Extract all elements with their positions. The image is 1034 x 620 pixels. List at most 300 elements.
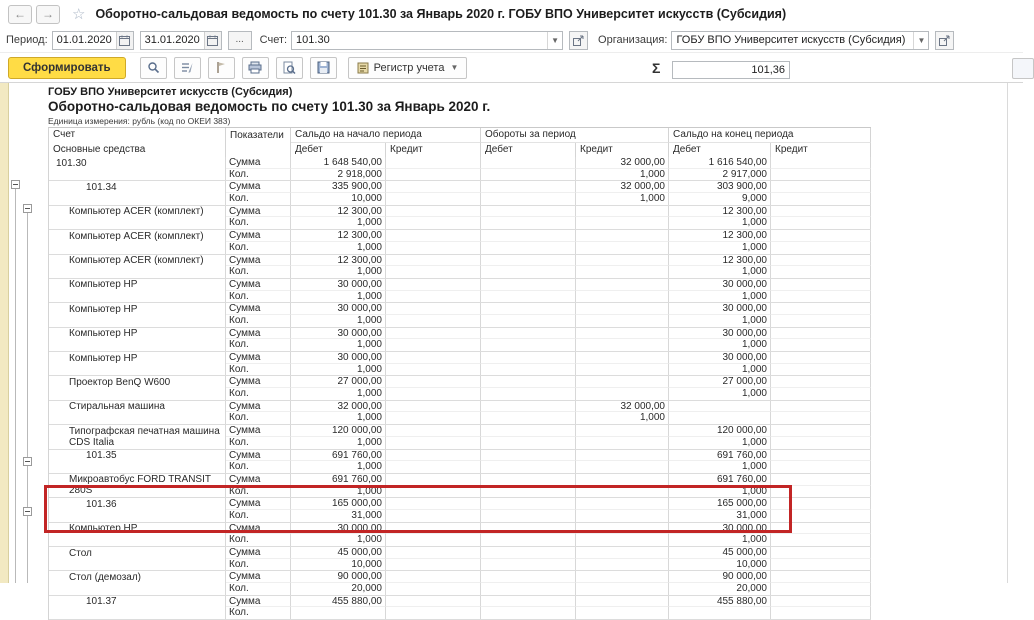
row-value: 9,000 bbox=[669, 193, 771, 205]
row-account-name: Микроавтобус FORD TRANSIT 280S bbox=[49, 474, 226, 497]
row-indicator-label: Сумма bbox=[226, 596, 291, 608]
col-credit: Кредит bbox=[576, 143, 669, 158]
row-value bbox=[386, 181, 481, 193]
row-value: 30 000,00 bbox=[291, 328, 386, 340]
row-value bbox=[576, 230, 669, 242]
row-value bbox=[576, 461, 669, 473]
row-indicator-label: Кол. bbox=[226, 364, 291, 376]
account-field[interactable] bbox=[291, 31, 563, 50]
register-label: Регистр учета bbox=[373, 61, 445, 74]
row-value bbox=[669, 607, 771, 619]
row-value bbox=[291, 607, 386, 619]
row-value bbox=[386, 523, 481, 535]
table-row[interactable] bbox=[49, 279, 871, 303]
row-value bbox=[771, 583, 871, 595]
row-account-name: Стол (демозал) bbox=[49, 571, 226, 594]
row-value bbox=[771, 217, 871, 229]
col-indicator: Показатели bbox=[226, 128, 291, 158]
row-indicator-label: Кол. bbox=[226, 193, 291, 205]
row-value bbox=[386, 547, 481, 559]
row-value bbox=[576, 523, 669, 535]
row-value bbox=[481, 279, 576, 291]
table-row[interactable] bbox=[49, 401, 871, 425]
row-value bbox=[771, 303, 871, 315]
row-value bbox=[481, 523, 576, 535]
row-value bbox=[386, 339, 481, 351]
row-value: 691 760,00 bbox=[669, 450, 771, 462]
row-value bbox=[481, 559, 576, 571]
row-value bbox=[576, 291, 669, 303]
row-value bbox=[386, 157, 481, 169]
row-value bbox=[386, 364, 481, 376]
row-value: 335 900,00 bbox=[291, 181, 386, 193]
report-right-border bbox=[1007, 83, 1008, 583]
report-area bbox=[0, 83, 1023, 619]
row-indicator-label: Сумма bbox=[226, 450, 291, 462]
row-value: 30 000,00 bbox=[669, 352, 771, 364]
row-indicator-label: Кол. bbox=[226, 607, 291, 619]
row-value bbox=[481, 437, 576, 449]
row-value bbox=[386, 303, 481, 315]
row-value bbox=[386, 486, 481, 498]
table-row[interactable] bbox=[49, 303, 871, 327]
row-value bbox=[386, 412, 481, 424]
row-value bbox=[386, 255, 481, 267]
table-row[interactable] bbox=[49, 498, 871, 522]
row-value bbox=[576, 266, 669, 278]
row-indicator-label: Кол. bbox=[226, 534, 291, 546]
col-account-sub: Основные средства bbox=[49, 143, 226, 158]
row-value bbox=[576, 388, 669, 400]
table-row[interactable] bbox=[49, 181, 871, 205]
row-value bbox=[386, 217, 481, 229]
row-value: 1,000 bbox=[576, 169, 669, 181]
row-indicator-label: Сумма bbox=[226, 230, 291, 242]
row-value: 1,000 bbox=[576, 193, 669, 205]
row-value bbox=[576, 486, 669, 498]
account-value[interactable]: 101.30 bbox=[296, 34, 330, 46]
table-row[interactable] bbox=[49, 230, 871, 254]
back-button[interactable]: ← bbox=[8, 5, 32, 24]
row-value bbox=[771, 486, 871, 498]
table-row[interactable] bbox=[49, 255, 871, 279]
row-value bbox=[386, 607, 481, 619]
col-debit: Дебет bbox=[481, 143, 576, 158]
table-row[interactable] bbox=[49, 328, 871, 352]
row-value bbox=[771, 242, 871, 254]
register-button[interactable] bbox=[348, 57, 468, 79]
col-account: Счет bbox=[49, 128, 226, 143]
settings-icon[interactable] bbox=[174, 57, 201, 79]
row-value bbox=[481, 217, 576, 229]
row-value bbox=[771, 547, 871, 559]
row-value bbox=[771, 266, 871, 278]
row-value bbox=[386, 242, 481, 254]
calendar-icon[interactable] bbox=[204, 32, 221, 49]
row-indicator-label: Сумма bbox=[226, 255, 291, 267]
favorite-star-icon[interactable]: ☆ bbox=[72, 6, 86, 23]
row-value bbox=[481, 169, 576, 181]
table-header bbox=[48, 127, 871, 159]
row-value: 1,000 bbox=[669, 461, 771, 473]
organization-label: Организация: bbox=[598, 34, 668, 46]
row-value bbox=[386, 583, 481, 595]
row-indicator-label: Сумма bbox=[226, 352, 291, 364]
row-indicator-label: Кол. bbox=[226, 315, 291, 327]
row-value bbox=[771, 169, 871, 181]
row-value: 455 880,00 bbox=[669, 596, 771, 608]
row-value: 10,000 bbox=[291, 559, 386, 571]
row-value: 1,000 bbox=[291, 412, 386, 424]
row-value bbox=[576, 450, 669, 462]
forward-button[interactable]: → bbox=[36, 5, 60, 24]
print-icon[interactable] bbox=[242, 57, 269, 79]
row-value bbox=[771, 328, 871, 340]
row-value: 27 000,00 bbox=[291, 376, 386, 388]
row-value bbox=[481, 571, 576, 583]
row-value bbox=[386, 534, 481, 546]
organization-open-icon[interactable] bbox=[935, 31, 954, 50]
row-account-name: 101.30 bbox=[49, 157, 226, 180]
row-value bbox=[481, 412, 576, 424]
row-value bbox=[771, 596, 871, 608]
date-from-field[interactable] bbox=[52, 31, 134, 50]
row-value bbox=[669, 412, 771, 424]
row-indicator-label: Сумма bbox=[226, 279, 291, 291]
row-value bbox=[481, 401, 576, 413]
row-value bbox=[481, 266, 576, 278]
row-value: 90 000,00 bbox=[669, 571, 771, 583]
row-value bbox=[576, 328, 669, 340]
row-value bbox=[576, 547, 669, 559]
row-account-name: Компьютер HP bbox=[49, 328, 226, 351]
row-account-name: Типографская печатная машина CDS Italia bbox=[49, 425, 226, 448]
row-indicator-label: Кол. bbox=[226, 242, 291, 254]
row-value: 12 300,00 bbox=[291, 230, 386, 242]
row-value: 1,000 bbox=[291, 461, 386, 473]
row-value bbox=[386, 206, 481, 218]
row-value bbox=[386, 461, 481, 473]
row-value bbox=[481, 607, 576, 619]
row-value bbox=[771, 412, 871, 424]
row-value bbox=[576, 255, 669, 267]
table-row[interactable] bbox=[49, 450, 871, 474]
row-value: 10,000 bbox=[669, 559, 771, 571]
row-account-name: Стол bbox=[49, 547, 226, 570]
col-turnover: Обороты за период bbox=[481, 128, 669, 143]
row-value bbox=[576, 339, 669, 351]
row-value: 12 300,00 bbox=[669, 230, 771, 242]
row-account-name: 101.35 bbox=[49, 450, 226, 473]
row-value bbox=[669, 401, 771, 413]
table-row[interactable] bbox=[49, 425, 871, 449]
row-value bbox=[771, 291, 871, 303]
row-indicator-label: Сумма bbox=[226, 571, 291, 583]
col-credit: Кредит bbox=[386, 143, 481, 158]
row-value bbox=[576, 498, 669, 510]
organization-field[interactable] bbox=[671, 31, 929, 50]
row-value bbox=[771, 559, 871, 571]
row-value bbox=[771, 193, 871, 205]
row-value bbox=[481, 596, 576, 608]
table-row[interactable] bbox=[49, 474, 871, 498]
row-value bbox=[481, 583, 576, 595]
row-value: 1,000 bbox=[669, 266, 771, 278]
report-toolbar bbox=[0, 53, 1023, 83]
col-opening-balance: Сальдо на начало периода bbox=[291, 128, 481, 143]
row-account-name: Компьютер HP bbox=[49, 352, 226, 375]
flag-icon[interactable] bbox=[208, 57, 235, 79]
row-value bbox=[481, 181, 576, 193]
row-value: 1,000 bbox=[291, 388, 386, 400]
row-value: 20,000 bbox=[291, 583, 386, 595]
row-value: 1,000 bbox=[669, 291, 771, 303]
row-value bbox=[576, 559, 669, 571]
row-value bbox=[576, 206, 669, 218]
row-indicator-label: Сумма bbox=[226, 498, 291, 510]
row-indicator-label: Кол. bbox=[226, 388, 291, 400]
row-value bbox=[481, 474, 576, 486]
row-value: 2 918,000 bbox=[291, 169, 386, 181]
row-value: 32 000,00 bbox=[291, 401, 386, 413]
row-value bbox=[771, 315, 871, 327]
chevron-down-icon[interactable]: ▼ bbox=[547, 32, 562, 49]
row-value bbox=[481, 242, 576, 254]
row-value bbox=[771, 339, 871, 351]
collapse-toggle[interactable] bbox=[23, 457, 32, 466]
chevron-down-icon[interactable]: ▼ bbox=[913, 32, 928, 49]
row-value bbox=[481, 157, 576, 169]
collapse-toggle[interactable] bbox=[23, 507, 32, 516]
row-indicator-label: Сумма bbox=[226, 425, 291, 437]
row-value bbox=[576, 315, 669, 327]
row-value bbox=[386, 401, 481, 413]
row-value bbox=[771, 534, 871, 546]
save-icon[interactable] bbox=[310, 57, 337, 79]
group-tree-line bbox=[27, 208, 28, 583]
row-value bbox=[386, 315, 481, 327]
account-open-icon[interactable] bbox=[569, 31, 588, 50]
row-value bbox=[481, 206, 576, 218]
row-account-name: Компьютер HP bbox=[49, 523, 226, 546]
row-value bbox=[771, 437, 871, 449]
row-value bbox=[576, 510, 669, 522]
row-value: 1,000 bbox=[669, 242, 771, 254]
row-value: 30 000,00 bbox=[669, 303, 771, 315]
row-value: 1,000 bbox=[669, 315, 771, 327]
row-indicator-label: Кол. bbox=[226, 169, 291, 181]
row-value: 1 616 540,00 bbox=[669, 157, 771, 169]
row-value bbox=[481, 461, 576, 473]
row-value: 1,000 bbox=[669, 534, 771, 546]
row-value bbox=[386, 352, 481, 364]
row-value bbox=[576, 571, 669, 583]
row-value bbox=[771, 352, 871, 364]
row-value: 31,000 bbox=[291, 510, 386, 522]
row-value bbox=[386, 425, 481, 437]
print-preview-icon[interactable] bbox=[276, 57, 303, 79]
table-row[interactable] bbox=[49, 523, 871, 547]
row-value bbox=[481, 303, 576, 315]
row-value: 691 760,00 bbox=[291, 474, 386, 486]
row-account-name: 101.37 bbox=[49, 596, 226, 619]
row-value: 30 000,00 bbox=[291, 352, 386, 364]
left-margin-strip bbox=[0, 83, 9, 583]
row-indicator-label: Кол. bbox=[226, 583, 291, 595]
row-value bbox=[481, 291, 576, 303]
row-value: 30 000,00 bbox=[669, 328, 771, 340]
row-value bbox=[771, 255, 871, 267]
row-value bbox=[771, 401, 871, 413]
collapse-toggle[interactable] bbox=[23, 204, 32, 213]
row-value: 303 900,00 bbox=[669, 181, 771, 193]
window-titlebar bbox=[0, 0, 1023, 28]
row-value bbox=[771, 388, 871, 400]
table-row[interactable] bbox=[49, 352, 871, 376]
row-value: 1,000 bbox=[291, 364, 386, 376]
row-indicator-label: Кол. bbox=[226, 461, 291, 473]
row-value bbox=[481, 339, 576, 351]
row-value bbox=[576, 425, 669, 437]
period-more-button[interactable]: ... bbox=[228, 31, 252, 50]
row-value bbox=[771, 376, 871, 388]
row-value: 1,000 bbox=[291, 315, 386, 327]
row-value bbox=[481, 255, 576, 267]
row-value bbox=[771, 230, 871, 242]
row-value bbox=[386, 388, 481, 400]
row-indicator-label: Кол. bbox=[226, 217, 291, 229]
row-value bbox=[386, 437, 481, 449]
search-icon[interactable] bbox=[140, 57, 167, 79]
row-indicator-label: Кол. bbox=[226, 412, 291, 424]
row-account-name: Компьютер ACER (комплект) bbox=[49, 230, 226, 253]
row-account-name: 101.34 bbox=[49, 181, 226, 204]
organization-value[interactable]: ГОБУ ВПО Университет искусств (Субсидия) bbox=[676, 34, 906, 46]
row-value bbox=[576, 279, 669, 291]
row-value: 12 300,00 bbox=[291, 206, 386, 218]
report-title: Оборотно-сальдовая ведомость по счету 101.30 за Январь 2020 г. bbox=[48, 99, 491, 114]
row-value: 691 760,00 bbox=[291, 450, 386, 462]
row-account-name: Компьютер HP bbox=[49, 303, 226, 326]
date-to-value[interactable]: 31.01.2020 bbox=[144, 34, 200, 46]
row-value bbox=[771, 157, 871, 169]
table-row[interactable] bbox=[49, 596, 871, 620]
report-organization: ГОБУ ВПО Университет искусств (Субсидия) bbox=[48, 86, 293, 98]
row-value bbox=[481, 352, 576, 364]
row-value bbox=[771, 523, 871, 535]
row-value bbox=[576, 376, 669, 388]
row-value bbox=[386, 450, 481, 462]
row-value bbox=[386, 596, 481, 608]
sum-field[interactable]: 101,36 bbox=[672, 61, 790, 79]
row-value: 27 000,00 bbox=[669, 376, 771, 388]
row-value bbox=[386, 498, 481, 510]
col-debit: Дебет bbox=[291, 143, 386, 158]
row-indicator-label: Сумма bbox=[226, 401, 291, 413]
row-value bbox=[771, 206, 871, 218]
row-indicator-label: Сумма bbox=[226, 206, 291, 218]
row-value bbox=[481, 547, 576, 559]
date-from-value[interactable]: 01.01.2020 bbox=[56, 34, 112, 46]
row-value bbox=[481, 498, 576, 510]
row-value: 12 300,00 bbox=[669, 255, 771, 267]
col-debit: Дебет bbox=[669, 143, 771, 158]
row-value bbox=[386, 279, 481, 291]
row-value bbox=[576, 583, 669, 595]
collapse-toggle[interactable] bbox=[11, 180, 20, 189]
row-value: 1,000 bbox=[669, 217, 771, 229]
row-value bbox=[771, 364, 871, 376]
table-row[interactable] bbox=[49, 206, 871, 230]
row-value: 30 000,00 bbox=[291, 303, 386, 315]
row-value: 2 917,000 bbox=[669, 169, 771, 181]
row-indicator-label: Кол. bbox=[226, 559, 291, 571]
row-indicator-label: Кол. bbox=[226, 339, 291, 351]
row-value bbox=[386, 510, 481, 522]
row-value: 1,000 bbox=[291, 242, 386, 254]
window-title: Оборотно-сальдовая ведомость по счету 101.30 за Январь 2020 г. ГОБУ ВПО Университет искусств (Субсидия) bbox=[95, 7, 787, 21]
row-value: 1,000 bbox=[291, 291, 386, 303]
table-row[interactable] bbox=[49, 157, 871, 181]
row-value: 1,000 bbox=[669, 364, 771, 376]
row-value: 10,000 bbox=[291, 193, 386, 205]
row-value bbox=[576, 242, 669, 254]
row-value: 120 000,00 bbox=[669, 425, 771, 437]
row-value bbox=[576, 534, 669, 546]
row-value bbox=[771, 181, 871, 193]
row-value: 30 000,00 bbox=[669, 279, 771, 291]
generate-button[interactable]: Сформировать bbox=[8, 57, 126, 79]
row-value bbox=[576, 607, 669, 619]
row-value bbox=[386, 266, 481, 278]
row-value: 12 300,00 bbox=[291, 255, 386, 267]
row-value bbox=[771, 607, 871, 619]
row-account-name: Компьютер ACER (комплект) bbox=[49, 206, 226, 229]
row-account-name: Стиральная машина bbox=[49, 401, 226, 424]
table-row[interactable] bbox=[49, 547, 871, 571]
table-row[interactable] bbox=[49, 571, 871, 595]
register-icon bbox=[357, 62, 369, 74]
row-value bbox=[576, 352, 669, 364]
report-unit-line: Единица измерения: рубль (код по ОКЕИ 383) bbox=[48, 116, 231, 126]
row-value bbox=[771, 279, 871, 291]
row-value bbox=[386, 193, 481, 205]
row-value bbox=[386, 559, 481, 571]
date-to-field[interactable] bbox=[140, 31, 222, 50]
calendar-icon[interactable] bbox=[116, 32, 133, 49]
row-indicator-label: Сумма bbox=[226, 157, 291, 169]
toolbar-overflow-button[interactable] bbox=[1012, 58, 1034, 79]
row-value bbox=[771, 498, 871, 510]
row-value bbox=[386, 376, 481, 388]
row-value bbox=[386, 230, 481, 242]
row-value: 90 000,00 bbox=[291, 571, 386, 583]
row-value bbox=[386, 169, 481, 181]
row-value bbox=[481, 193, 576, 205]
row-value bbox=[576, 364, 669, 376]
row-value bbox=[576, 437, 669, 449]
row-indicator-label: Сумма bbox=[226, 376, 291, 388]
row-value bbox=[771, 450, 871, 462]
row-value: 1,000 bbox=[669, 437, 771, 449]
row-value: 1,000 bbox=[291, 486, 386, 498]
row-value: 691 760,00 bbox=[669, 474, 771, 486]
row-indicator-label: Сумма bbox=[226, 181, 291, 193]
row-value: 455 880,00 bbox=[291, 596, 386, 608]
table-row[interactable] bbox=[49, 376, 871, 400]
row-value bbox=[771, 461, 871, 473]
row-indicator-label: Кол. bbox=[226, 437, 291, 449]
